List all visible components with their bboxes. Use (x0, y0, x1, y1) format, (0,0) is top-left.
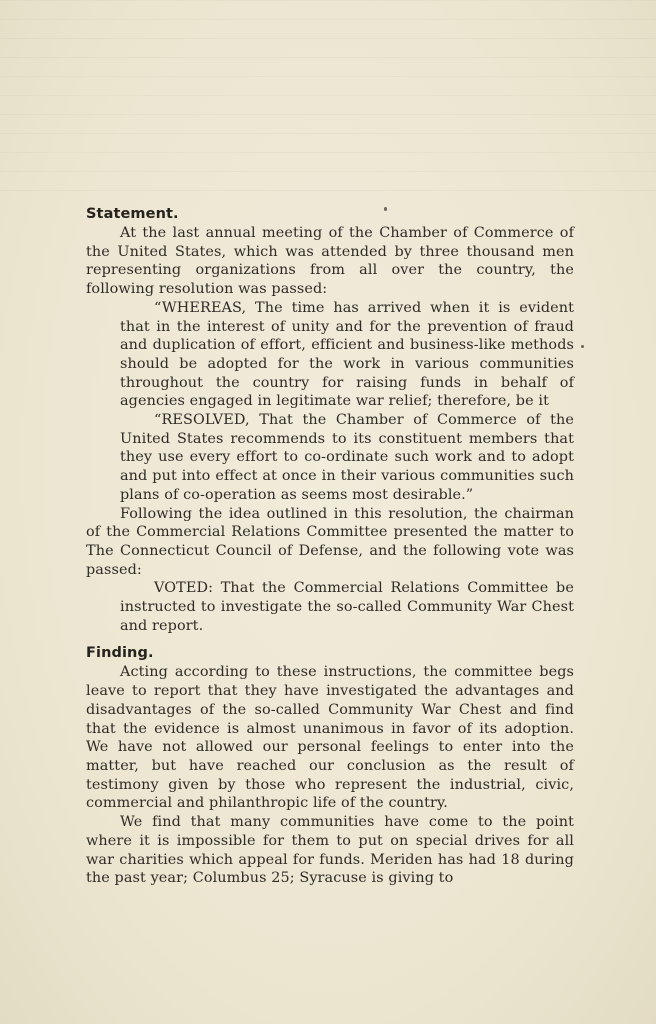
paper-speck (581, 345, 584, 348)
statement-intro: At the last annual meeting of the Chamber of Commerce of the United States, which was attended by three thousand men representing organizations from all over the country, the following resolution was passed: (86, 225, 574, 298)
following-paragraph: Following the idea outlined in this resolution, the chairman of the Commercial Relations Committee presented the matter to The Connecticut Council of Defense, and the following vote was passed: (86, 505, 574, 578)
whereas-clause: “WHEREAS, The time has arrived when it is evident that in the interest of unity and for the prevention of fraud and duplication of effort, efficient and business-like methods should be adopted for the work in various communities throughout the country for raising funds in behalf of agencies engaged in legitimate war relief; therefore, be it (120, 299, 574, 410)
show-through-text (0, 0, 656, 200)
communities-paragraph: We find that many communities have come to the point where it is impossible for them to put on special drives for all war charities which appeal for funds. Meriden has had 18 during the past year; Columbus 25; Syracuse is giving to (86, 814, 574, 887)
resolved-clause: “RESOLVED, That the Chamber of Commerce of the United States recommends to its constituent members that they use every effort to co-ordinate such work and to adopt and put into effect at once in their various communities such plans of co-operation as seems most desirable.” (120, 412, 574, 503)
body-text (86, 205, 574, 888)
voted-clause: VOTED: That the Commercial Relations Committee be instructed to investigate the so-called Community War Chest and report. (120, 580, 574, 634)
statement-heading: Statement. (86, 206, 179, 222)
finding-heading: Finding. (86, 645, 154, 662)
finding-paragraph: Acting according to these instructions, the committee begs leave to report that they have investigated the advantages and disadvantages of the so-called Community War Chest and find that the evidence is almost unanimous in favor of its adoption. We have not allowed our personal feelings to enter into the matter, but have reached our conclusion as the result of testimony given by those who represent the industrial, civic, commercial and philanthropic life of the country. (86, 664, 574, 812)
